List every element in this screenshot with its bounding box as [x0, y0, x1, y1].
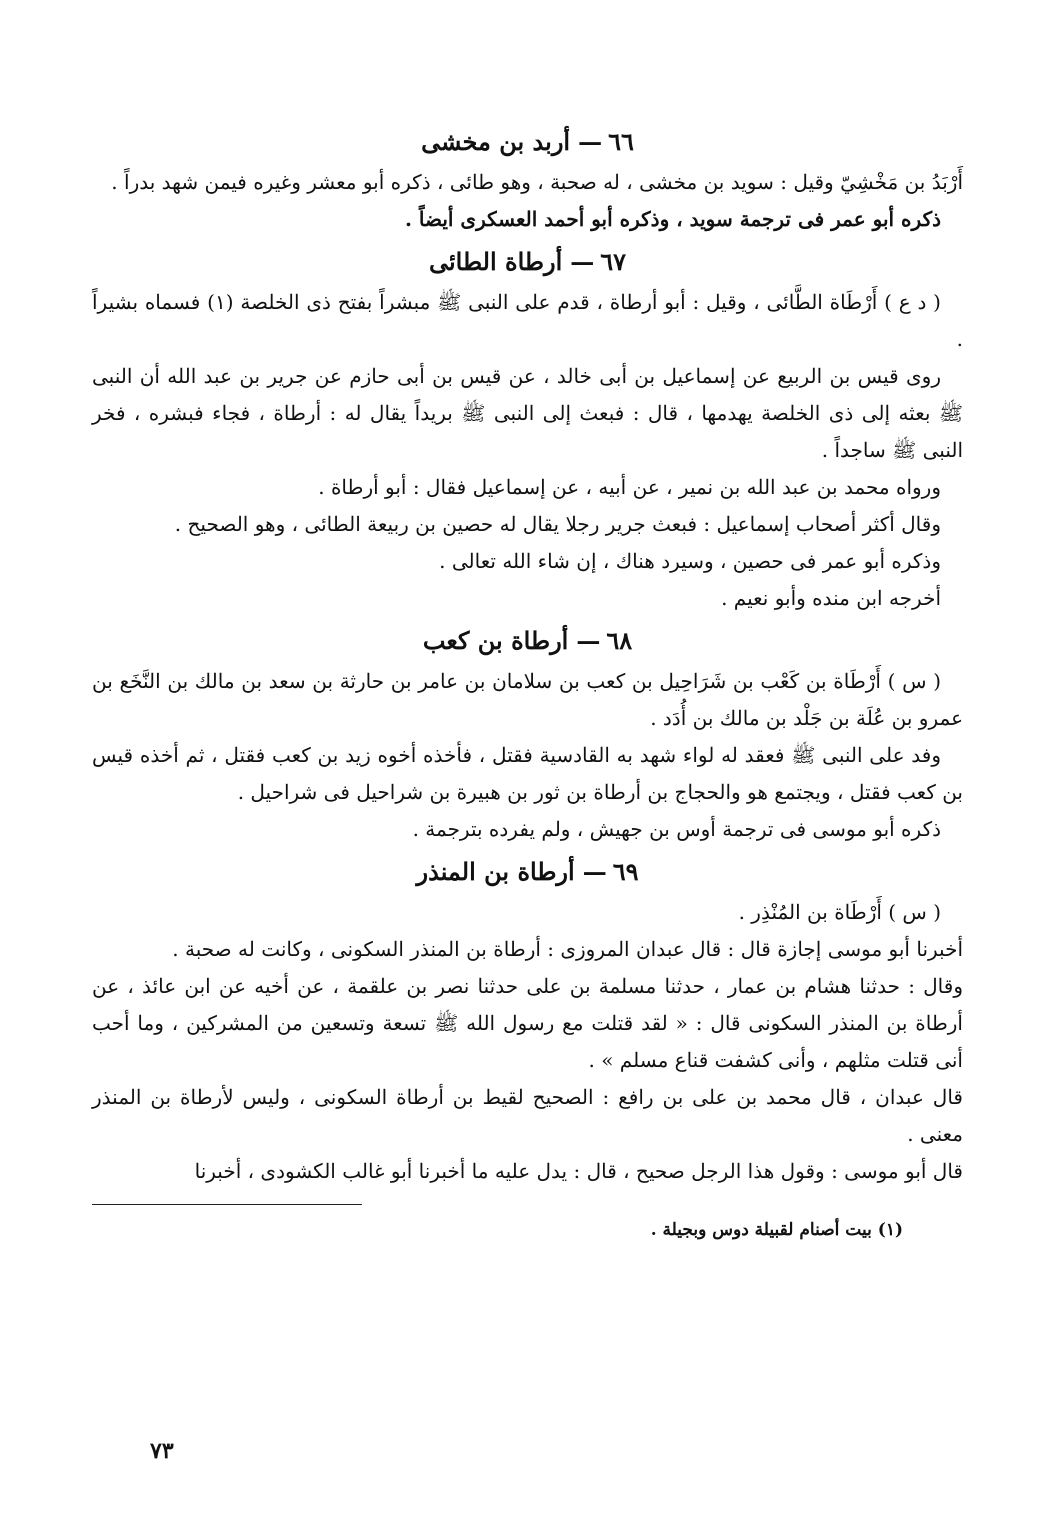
paragraph: ذكره أبو عمر فى ترجمة سويد ، وذكره أبو أحمد العسكرى أيضاً . — [404, 207, 941, 231]
entry-title: أرطاة الطائى — [428, 247, 563, 276]
entry-heading: ٦٩—أرطاة بن المنذر — [416, 857, 639, 886]
entry-title: أرطاة بن كعب — [422, 626, 569, 655]
paragraph: وقال أكثر أصحاب إسماعيل : فبعث جرير رجلا يقال له حصين بن ربيعة الطائى ، وهو الصحيح . — [174, 512, 941, 536]
entry-66 — [92, 124, 963, 238]
footnote-separator — [92, 1204, 362, 1205]
paragraph: أخرجه ابن منده وأبو نعيم . — [721, 586, 941, 610]
entry-heading: ٦٦—أربد بن مخشى — [421, 127, 634, 156]
entry-number: ٦٦ — [608, 127, 634, 156]
paragraph: وذكره أبو عمر فى حصين ، وسيرد هناك ، إن شاء الله تعالى . — [439, 549, 941, 573]
entry-heading: ٦٨—أرطاة بن كعب — [422, 626, 633, 655]
entry-number: ٦٧ — [600, 247, 627, 276]
paragraph: روى قيس بن الربيع عن إسماعيل بن أبى خالد ، عن قيس بن أبى حازم عن جرير بن عبد الله أن النبى ﷺ بعثه إلى ذى الخلصة يهدمها ، قال : فبعث إلى النبى ﷺ بريداً يقال له : أرطاة ، فجاء فبشره ، فخر النبى ﷺ ساجداً . — [92, 364, 963, 462]
entry-heading: ٦٧—أرطاة الطائى — [428, 247, 627, 276]
page-number: ٧٣ — [150, 1438, 174, 1464]
paragraph: قال أبو موسى : وقول هذا الرجل صحيح ، قال : يدل عليه ما أخبرنا أبو غالب الكشودى ، أخبرنا — [194, 1159, 963, 1183]
entry-title: أرطاة بن المنذر — [416, 857, 575, 886]
footnote: (١) بيت أصنام لقبيلة دوس وبجيلة . — [650, 1220, 903, 1240]
paragraph: ( س ) أَرْطَاة بن المُنْذِر . — [738, 900, 941, 924]
entry-67 — [92, 244, 963, 617]
paragraph: قال عبدان ، قال محمد بن على بن رافع : الصحيح لقيط بن أرطاة السكونى ، وليس لأرطاة بن المنذر معنى . — [92, 1085, 963, 1146]
paragraph: ذكره أبو موسى فى ترجمة أوس بن جهيش ، ولم يفرده بترجمة . — [412, 817, 941, 841]
paragraph: ( س ) أَرْطَاة بن كَعْب بن شَرَاحِيل بن كعب بن سلامان بن عامر بن حارثة بن سعد بن مالك بن النَّخَع بن عمرو بن عُلَة بن جَلْد بن مالك بن أُدَد . — [92, 669, 963, 730]
paragraph: أَرْبَدُ بن مَخْشِيّ وقيل : سويد بن مخشى ، له صحبة ، وهو طائى ، ذكره أبو معشر وغيره فيمن شهد بدراً . — [111, 170, 963, 194]
paragraph: وقال : حدثنا هشام بن عمار ، حدثنا مسلمة بن على حدثنا نصر بن علقمة ، عن أخيه عن ابن عائذ ، عن أرطاة بن المنذر السكونى قال : « لقد قتلت مع رسول الله ﷺ تسعة وتسعين من المشركين ، وما أحب أنى قتلت مثلهم ، وأنى كشفت قناع مسلم » . — [92, 974, 963, 1072]
paragraph: أخبرنا أبو موسى إجازة قال : قال عبدان المروزى : أرطاة بن المنذر السكونى ، وكانت له صحبة . — [172, 937, 963, 961]
entry-69 — [92, 854, 963, 1190]
entry-title: أربد بن مخشى — [421, 127, 571, 156]
entry-number: ٦٨ — [606, 626, 633, 655]
footnotes — [92, 1215, 963, 1245]
entry-number: ٦٩ — [612, 857, 639, 886]
paragraph: وفد على النبى ﷺ فعقد له لواء شهد به القادسية فقتل ، فأخذه أخوه زيد بن كعب فقتل ، ثم أخذه قيس بن كعب فقتل ، ويجتمع هو والحجاج بن أرطاة بن ثور بن هبيرة بن شراحيل فى شراحيل . — [92, 743, 963, 804]
paragraph: ( د ع ) أَرْطَاة الطَّائى ، وقيل : أبو أرطاة ، قدم على النبى ﷺ مبشراً بفتح ذى الخلصة (١) فسماه بشيراً . — [92, 290, 963, 351]
paragraph: ورواه محمد بن عبد الله بن نمير ، عن أبيه ، عن إسماعيل فقال : أبو أرطاة . — [318, 475, 941, 499]
entry-68 — [92, 623, 963, 848]
